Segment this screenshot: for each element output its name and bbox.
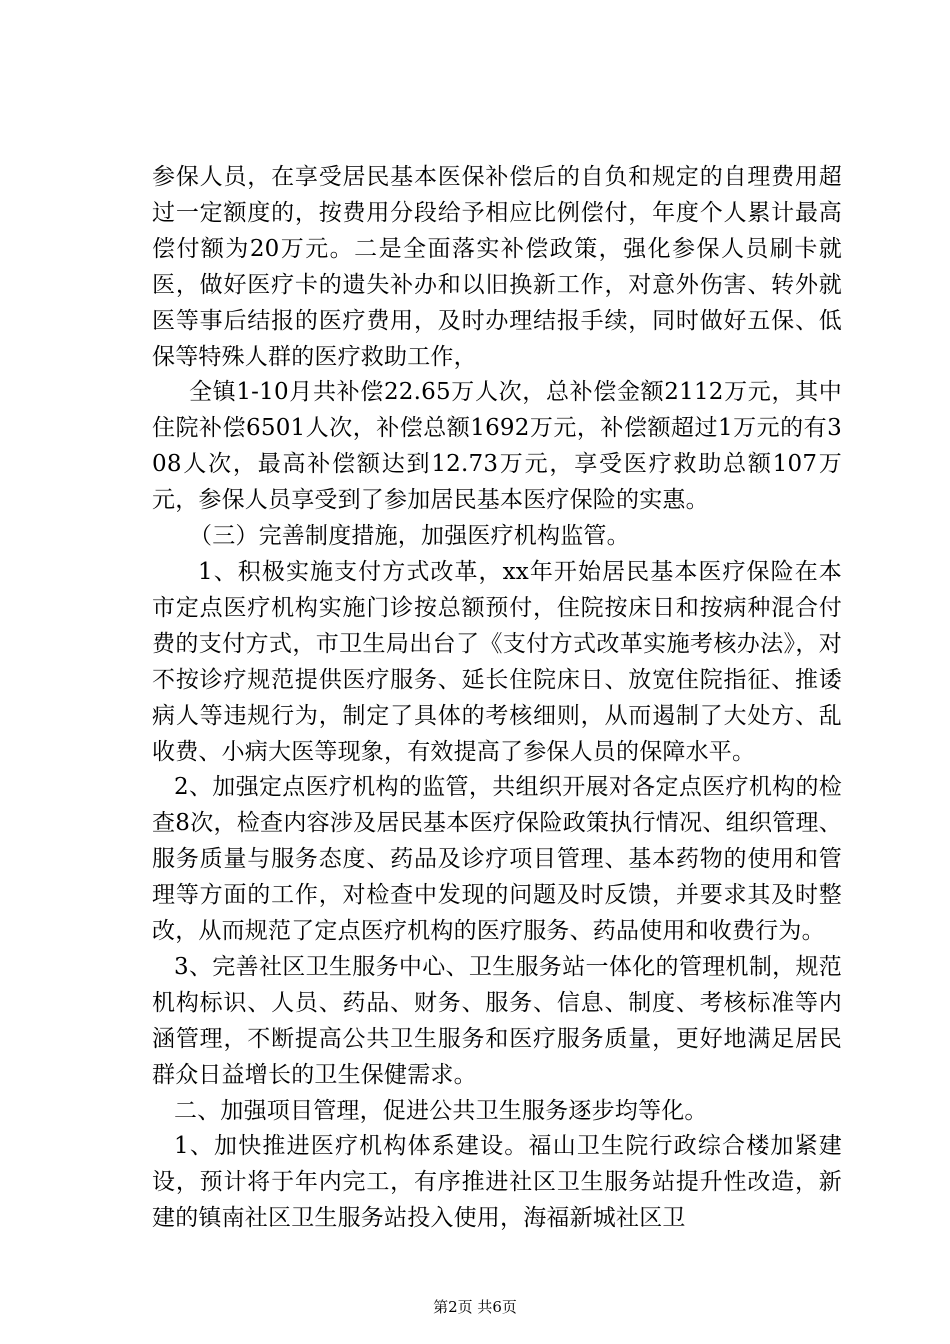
paragraph-item-2: 2、加强定点医疗机构的监管，共组织开展对各定点医疗机构的检查8次，检查内容涉及居民基本医疗保险政策执行情况、组织管理、服务质量与服务态度、药品及诊疗项目管理、基本药物的使用和管理等方面的工作，对检查中发现的问题及时反馈，并要求其及时整改，从而规范了定点医疗机构的医疗服务、药品使用和收费行为。 xyxy=(152,774,842,945)
paragraph-item-1: 1、积极实施支付方式改革，xx年开始居民基本医疗保险在本市定点医疗机构实施门诊按总额预付，住院按床日和按病种混合付费的支付方式，市卫生局出台了《支付方式改革实施考核办法》，对不按诊疗规范提供医疗服务、延长住院床日、放宽住院指征、推诿病人等违规行为，制定了具体的考核细则，从而遏制了大处方、乱收费、小病大医等现象，有效提高了参保人员的保障水平。 xyxy=(152,558,842,765)
section-heading: （三）完善制度措施，加强医疗机构监管。 xyxy=(189,523,630,550)
paragraph-2: 全镇1-10月共补偿22.65万人次，总补偿金额2112万元，其中住院补偿6501人次，补偿总额1692万元，补偿额超过1万元的有308人次，最高补偿额达到12.73万元，享受医疗救助总额107万元，参保人员享受到了参加居民基本医疗保险的实惠。 xyxy=(152,379,842,514)
document-body xyxy=(152,160,842,1237)
paragraph-1: 参保人员，在享受居民基本医保补偿后的自负和规定的自理费用超过一定额度的，按费用分段给予相应比例偿付，年度个人累计最高偿付额为20万元。二是全面落实补偿政策，强化参保人员刷卡就医，做好医疗卡的遗失补办和以旧换新工作，对意外伤害、转外就医等事后结报的医疗费用，及时办理结报手续，同时做好五保、低保等特殊人群的医疗救助工作， xyxy=(152,164,842,370)
chapter-heading: 二、加强项目管理，促进公共卫生服务逐步均等化。 xyxy=(174,1097,708,1124)
paragraph-item-3: 3、完善社区卫生服务中心、卫生服务站一体化的管理机制，规范机构标识、人员、药品、财务、服务、信息、制度、考核标准等内涵管理，不断提高公共卫生服务和医疗服务质量，更好地满足居民群众日益增长的卫生保健需求。 xyxy=(152,953,842,1088)
paragraph-item-4: 1、加快推进医疗机构体系建设。福山卫生院行政综合楼加紧建设，预计将于年内完工，有序推进社区卫生服务站提升性改造，新建的镇南社区卫生服务站投入使用，海福新城社区卫 xyxy=(152,1133,842,1232)
page-footer: 第2页 共6页 xyxy=(433,1298,517,1316)
